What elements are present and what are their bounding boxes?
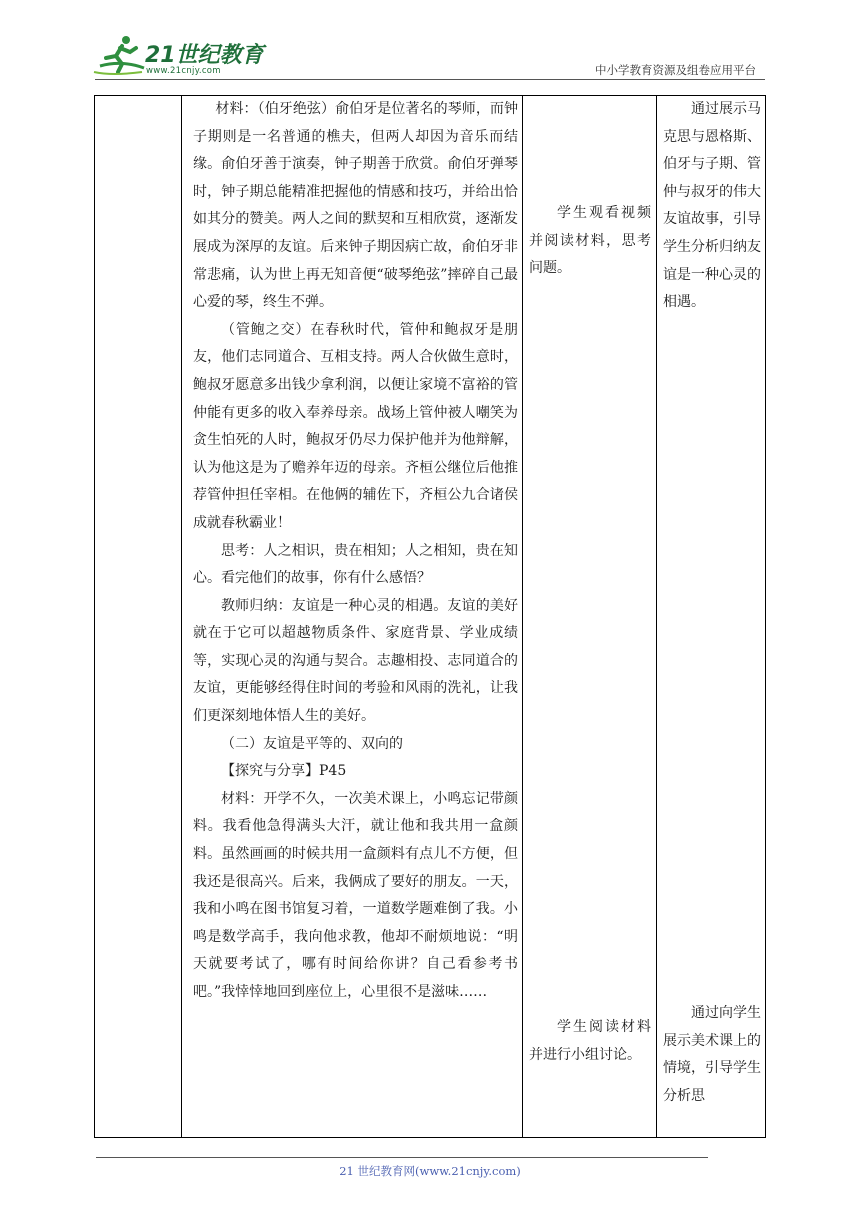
- lesson-table: [94, 95, 766, 1138]
- design-intent-1: 通过展示马克思与恩格斯、伯牙与子期、管仲与叔牙的伟大友谊故事，引导学生分析归纳友谊是一种心灵的相遇。: [663, 101, 761, 311]
- material-guanbao: （管鲍之交）在春秋时代，管仲和鲍叔牙是朋友，他们志同道合、互相支持。两人合伙做生意时，鲍叔牙愿意多出钱少拿利润，以便让家境不富裕的管仲能有更多的收入奉养母亲。战场上管仲被人嘲笑为贪生怕死的人时，鲍叔牙仍尽力保护他并为他辩解，认为他这是为了赡养年迈的母亲。齐桓公继位后他推荐管仲担任宰相。在他俩的辅佐下，齐桓公九合诸侯成就春秋霸业！: [193, 321, 518, 531]
- logo-url: www.21cnjy.com: [146, 66, 221, 76]
- logo-text: 21世纪教育: [145, 43, 264, 68]
- student-activity-1: 学生观看视频并阅读材料，思考问题。: [529, 205, 651, 277]
- material-xiaoming: 材料：开学不久，一次美术课上，小鸣忘记带颜料。我看他急得满头大汗，就让他和我共用一盒颜料。虽然画画的时候共用一盒颜料有点儿不方便，但我还是很高兴。后来，我俩成了要好的朋友。一天，我和小鸣在图书馆复习着，一道数学题难倒了我。小鸣是数学高手，我向他求教，他却不耐烦地说：“明天就要考试了，哪有时间给你讲？自己看参考书吧。”我悻悻地回到座位上，心里很不是滋味……: [193, 790, 518, 1000]
- footer-divider: [96, 1157, 708, 1158]
- header-divider: [95, 79, 765, 80]
- student-activity-2: 学生阅读材料并进行小组讨论。: [529, 1019, 651, 1063]
- section-heading: （二）友谊是平等的、双向的: [221, 735, 403, 752]
- teacher-activity-cell: [193, 96, 518, 1007]
- column-divider: [522, 96, 523, 1137]
- column-divider: [181, 96, 182, 1137]
- column-divider: [656, 96, 657, 1137]
- thinking-question: 思考：人之相识，贵在相知；人之相知，贵在知心。看完他们的故事，你有什么感悟？: [193, 542, 518, 587]
- material-boya: 材料：（伯牙绝弦）俞伯牙是位著名的琴师，而钟子期则是一名普通的樵夫，但两人却因为音乐而结缘。俞伯牙善于演奏，钟子期善于欣赏。俞伯牙弹琴时，钟子期总能精准把握他的情感和技巧，并给出恰如其分的赞美。两人之间的默契和互相欣赏，逐渐发展成为深厚的友谊。后来钟子期因病亡故，俞伯牙非常悲痛，认为世上再无知音便“破琴绝弦”摔碎自己最心爱的琴，终生不弹。: [193, 101, 518, 311]
- explore-share-heading: 【探究与分享】P45: [221, 763, 347, 780]
- page-header: [0, 0, 860, 90]
- design-intent-2: 通过向学生展示美术课上的情境，引导学生分析思: [663, 1005, 761, 1104]
- teacher-summary: 教师归纳：友谊是一种心灵的相遇。友谊的美好就在于它可以超越物质条件、家庭背景、学业成绩等，实现心灵的沟通与契合。志趣相投、志同道合的友谊，更能够经得住时间的考验和风雨的洗礼，让我们更深刻地体悟人生的美好。: [193, 597, 518, 725]
- footer-text: 21 世纪教育网(www.21cnjy.com): [339, 1164, 521, 1178]
- platform-title: 中小学教育资源及组卷应用平台: [595, 63, 756, 77]
